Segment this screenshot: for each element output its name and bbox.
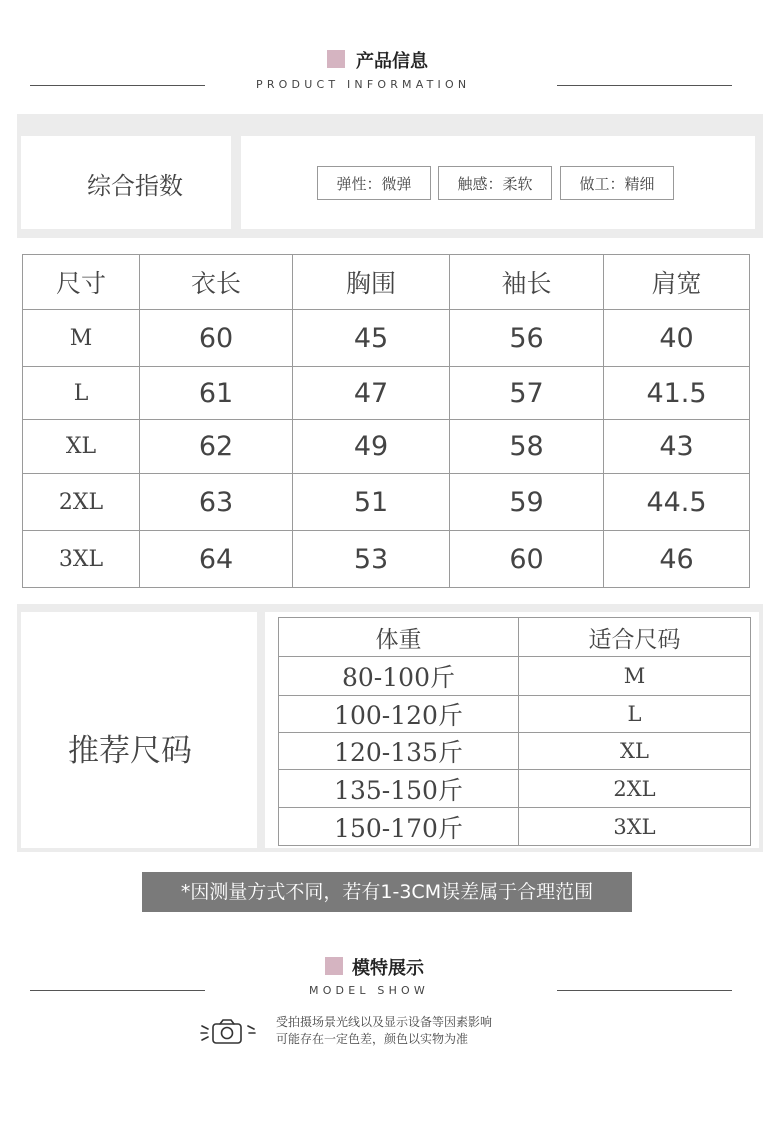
header-sleeve: 袖长 [450,255,604,310]
table-row [23,310,750,367]
fit-size-cell: XL [519,733,751,770]
fit-size-cell: 3XL [519,808,751,846]
header-weight: 体重 [279,618,519,657]
product-info-header [0,40,766,110]
weight-cell: 80-100斤 [279,657,519,696]
tag-elasticity: 弹性：微弹 [317,166,431,200]
table-row [279,696,751,733]
table-cell: 57 [450,367,604,420]
table-cell: 63 [140,474,293,531]
table-cell: 51 [293,474,450,531]
table-cell: 60 [140,310,293,367]
table-cell: 41.5 [604,367,750,420]
table-cell: 49 [293,420,450,474]
fit-size-cell: L [519,696,751,733]
table-row [23,367,750,420]
table-cell: 40 [604,310,750,367]
table-header-row [279,618,751,657]
table-row [279,808,751,846]
table-cell: 46 [604,531,750,588]
table-row [279,733,751,770]
fit-size-cell: M [519,657,751,696]
weight-cell: 120-135斤 [279,733,519,770]
table-row [23,474,750,531]
divider-right [557,990,732,991]
table-cell: 45 [293,310,450,367]
weight-cell: 135-150斤 [279,770,519,808]
index-tags-cell [241,136,755,229]
recommend-label-cell [21,612,257,848]
index-panel [17,114,763,238]
table-cell: 61 [140,367,293,420]
table-row [23,420,750,474]
table-row [279,770,751,808]
index-label: 综合指数 [87,172,183,200]
table-cell: 47 [293,367,450,420]
header-fit-size: 适合尺码 [519,618,751,657]
accent-square [327,50,345,68]
divider-right [557,85,732,86]
table-row [23,531,750,588]
table-row [279,657,751,696]
table-cell: 62 [140,420,293,474]
header-shoulder: 肩宽 [604,255,750,310]
header-chest: 胸围 [293,255,450,310]
weight-cell: 150-170斤 [279,808,519,846]
header-length: 衣长 [140,255,293,310]
table-cell: 43 [604,420,750,474]
measurement-note: *因测量方式不同，若有1-3CM误差属于合理范围 [142,872,632,912]
size-cell: 2XL [23,474,140,531]
section-title: 产品信息 [356,51,428,72]
section-title: 模特展示 [352,958,424,979]
fit-size-cell: 2XL [519,770,751,808]
tag-workmanship: 做工：精细 [560,166,674,200]
table-cell: 58 [450,420,604,474]
header-size: 尺寸 [23,255,140,310]
disclaimer-line-1: 受拍摄场景光线以及显示设备等因素影响 [276,1015,493,1029]
tag-touch: 触感：柔软 [438,166,552,200]
table-cell: 64 [140,531,293,588]
table-cell: 60 [450,531,604,588]
index-label-cell [21,136,231,229]
size-cell: 3XL [23,531,140,588]
accent-square [325,957,343,975]
disclaimer-line-2: 可能存在一定色差，颜色以实物为准 [276,1032,469,1046]
size-table [22,254,750,588]
divider-left [30,85,205,86]
table-cell: 53 [293,531,450,588]
section-subtitle: MODEL SHOW [309,984,429,997]
size-cell: L [23,367,140,420]
divider-left [30,990,205,991]
size-cell: XL [23,420,140,474]
size-cell: M [23,310,140,367]
recommend-table [278,617,751,846]
table-cell: 44.5 [604,474,750,531]
weight-cell: 100-120斤 [279,696,519,733]
table-cell: 59 [450,474,604,531]
table-cell: 56 [450,310,604,367]
camera-icon [200,1017,260,1047]
section-subtitle: PRODUCT INFORMATION [256,78,471,91]
recommend-label: 推荐尺码 [68,733,192,769]
table-header-row [23,255,750,310]
